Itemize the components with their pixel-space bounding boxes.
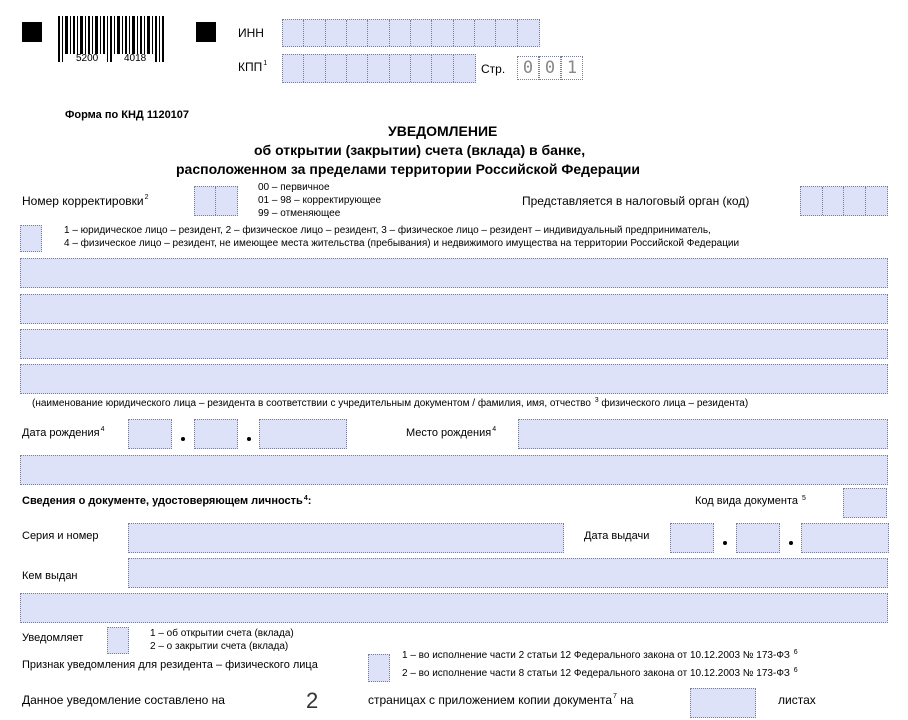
issued-by-field-row-2[interactable] xyxy=(20,593,888,623)
birth-place-label: Место рождения$^4$ xyxy=(406,426,497,439)
corner-marker-right xyxy=(196,22,216,42)
corner-marker-left xyxy=(22,22,42,42)
birth-date-dot-2 xyxy=(247,437,251,441)
birth-year-field[interactable] xyxy=(259,419,347,449)
birth-place-field[interactable] xyxy=(518,419,888,449)
kpp-field[interactable] xyxy=(282,54,476,83)
correction-field[interactable] xyxy=(194,186,238,216)
issue-month-field[interactable] xyxy=(736,523,780,553)
issue-date-dot-2 xyxy=(789,541,793,545)
name-row-1[interactable] xyxy=(20,258,888,288)
notify-option-close: 2 – о закрытии счета (вклада) xyxy=(150,641,289,652)
title-line3: расположенном за пределами территории Российской Федерации xyxy=(176,161,640,177)
footer-sheets-field[interactable] xyxy=(690,688,756,718)
name-row-3[interactable] xyxy=(20,329,888,359)
person-type-field[interactable] xyxy=(20,225,42,252)
birth-day-field[interactable] xyxy=(128,419,172,449)
correction-label: Номер корректировки$^2$ xyxy=(22,194,149,208)
page-digit-2: 0 xyxy=(539,56,561,80)
notify-option-open: 1 – об открытии счета (вклада) xyxy=(150,628,294,639)
title-line2: об открытии (закрытии) счета (вклада) в банке, xyxy=(254,142,586,158)
footer-text-4: листах xyxy=(778,693,816,707)
inn-label: ИНН xyxy=(238,26,264,40)
name-caption: (наименование юридического лица – резидента в соответствии с учредительным документом / фамилия, имя, отчество $^3$ физического лица – резидента) xyxy=(32,397,749,409)
kpp-label: КПП$^1$ xyxy=(238,60,268,74)
title-line1: УВЕДОМЛЕНИЕ xyxy=(388,123,498,139)
id-doc-type-field[interactable] xyxy=(843,488,887,518)
person-type-line1: 1 – юридическое лицо – резидент, 2 – физическое лицо – резидент, 3 – физическое лицо – резидент – индивидуальный предприниматель, xyxy=(64,225,711,236)
page-digit-3: 1 xyxy=(561,56,583,80)
birth-date-dot-1 xyxy=(181,437,185,441)
correction-option-00: 00 – первичное xyxy=(258,182,330,193)
inn-field[interactable] xyxy=(282,19,540,47)
tax-authority-field[interactable] xyxy=(800,186,888,216)
barcode-number-right: 4018 xyxy=(124,53,147,64)
issue-date-label: Дата выдачи xyxy=(584,530,650,542)
issue-day-field[interactable] xyxy=(670,523,714,553)
footer-text-1: Данное уведомление составлено на xyxy=(22,693,225,707)
footer-pages-field[interactable] xyxy=(278,688,344,718)
issue-date-dot-1 xyxy=(723,541,727,545)
series-number-field[interactable] xyxy=(128,523,564,553)
footer-pages-value: 2 xyxy=(306,688,319,713)
id-doc-type-label: Код вида документа $^5$ xyxy=(695,495,806,507)
page-digit-1: 0 xyxy=(517,56,539,80)
barcode-number-left: 5200 xyxy=(76,53,99,64)
tax-authority-label: Представляется в налоговый орган (код) xyxy=(522,194,750,208)
birth-place-field-row-2[interactable] xyxy=(20,455,888,485)
notify-field[interactable] xyxy=(107,627,129,654)
barcode xyxy=(58,16,164,64)
person-type-line2: 4 – физическое лицо – резидент, не имеющее места жительства (пребывания) и недвижимого имущества на территории Российской Федерации xyxy=(64,238,740,249)
resident-sign-option-1: 1 – во исполнение части 2 статьи 12 Федерального закона от 10.12.2003 № 173-ФЗ $^6$ xyxy=(402,649,798,661)
notify-label: Уведомляет xyxy=(22,632,84,644)
issue-year-field[interactable] xyxy=(801,523,889,553)
series-number-label: Серия и номер xyxy=(22,530,99,542)
footer-text-2: страницах с приложением копии документа$^7$ на xyxy=(368,693,634,707)
issued-by-field[interactable] xyxy=(128,558,888,588)
birth-month-field[interactable] xyxy=(194,419,238,449)
page-label: Стр. xyxy=(481,62,506,76)
birth-date-label: Дата рождения$^4$ xyxy=(22,426,105,439)
correction-option-99: 99 – отменяющее xyxy=(258,208,341,219)
id-doc-heading: Сведения о документе, удостоверяющем личность$^4$: xyxy=(22,495,312,507)
form-code: Форма по КНД 1120107 xyxy=(65,109,190,121)
name-row-2[interactable] xyxy=(20,294,888,324)
resident-sign-field[interactable] xyxy=(368,654,390,682)
name-row-4[interactable] xyxy=(20,364,888,394)
resident-sign-option-2: 2 – во исполнение части 8 статьи 12 Федерального закона от 10.12.2003 № 173-ФЗ $^6$ xyxy=(402,667,798,679)
issued-by-label: Кем выдан xyxy=(22,570,78,582)
correction-option-01-98: 01 – 98 – корректирующее xyxy=(258,195,382,206)
resident-sign-label: Признак уведомления для резидента – физического лица xyxy=(22,659,318,671)
